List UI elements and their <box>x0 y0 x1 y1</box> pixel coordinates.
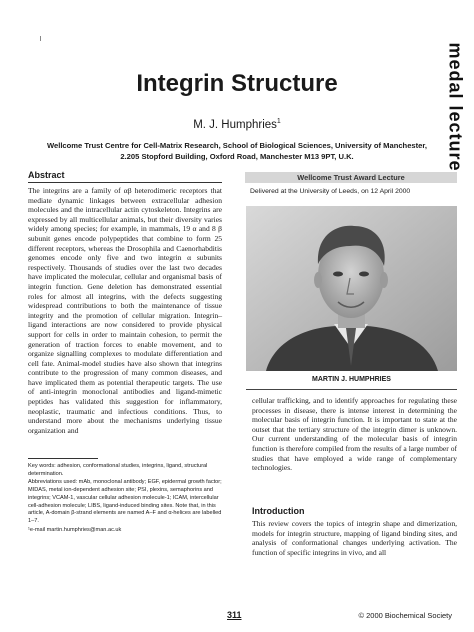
side-tab-label: medal lecture <box>445 42 466 172</box>
author-affiliation: Wellcome Trust Centre for Cell-Matrix Research, School of Biological Sciences, University of Manchester, 2.205 Stopford Building, Oxford Road, Manchester M13 9PT, U.K. <box>46 141 428 161</box>
email-note: ¹e-mail martin.humphries@man.ac.uk <box>28 526 122 533</box>
scan-speck <box>40 36 41 41</box>
introduction-heading: Introduction <box>252 506 305 516</box>
author-line <box>0 118 474 131</box>
portrait-image <box>246 206 457 371</box>
left-column <box>28 170 222 435</box>
abstract-body: The integrins are a family of αβ heterodimeric receptors that mediate dynamic linkages between extracellular adhesion molecules and the intracellular actin cytoskeleton. Integrins are expressed by all multicellular animals, but their diversity varies widely among species; for example, in mammals, 19 α and 8 β subunit genes encode polypeptides that combine to form 25 different receptors, whereas the Drosophila and Caenorhabditis genomes encode only five and two integrin α subunits respectively. Thousands of studies over the last two decades have implicated the molecular, cellular and organismal basis of integrin function. Gene deletion has demonstrated essential roles for almost all integrins, with the defects suggesting widespread contributions to both the maintenance of tissue integrity and the promotion of cellular migration. Integrin–ligand interactions are now considered to provide physical support for cells in order to maintain cohesion, to permit the generation of traction forces to enable movement, and to organize signalling complexes to modulate differentiation and cell fate. Animal-model studies have also shown that integrins contribute to the progression of many common diseases, and have implicated them as potential therapeutic targets. The use of anti-integrin monoclonal antibodies and ligand-mimetic peptides has validated this suggestion for inflammatory, neoplastic, traumatic and infectious conditions. Thus, to understand more about the mechanisms underlying tissue organization and <box>28 186 222 435</box>
keywords-note: Key words: adhesion, conformational studies, integrins, ligand, structural determination. <box>28 463 208 477</box>
award-banner: Wellcome Trust Award Lecture <box>245 172 457 183</box>
author-name: M. J. Humphries <box>193 118 277 131</box>
delivery-note: Delivered at the University of Leeds, on 12 April 2000 <box>250 188 411 195</box>
author-footnote-mark: 1 <box>276 118 281 125</box>
copyright-notice: © 2000 Biochemical Society <box>358 611 452 620</box>
footnote-rule <box>28 458 98 459</box>
section-side-tab <box>442 32 468 182</box>
footnotes <box>28 463 224 535</box>
article-title: Integrin Structure <box>136 70 338 97</box>
page-number: 311 <box>227 610 242 620</box>
caption-rule <box>246 389 457 390</box>
abbreviations-note: Abbreviations used: mAb, monoclonal antibody; EGF, epidermal growth factor; MIDAS, metal ion-dependent adhesion site; PSI, plexins, semaphorins and integrins; VCAM-1, vascular cellular adhesion molecule-1; ICAM, intercellular cell-adhesion molecule; LIBS, ligand-induced binding sites. Note that, in this article, A-domain β-strand elements are named A–F and α-helices are labelled 1–7. <box>28 479 222 524</box>
right-column-text: cellular trafficking, and to identify approaches for regulating these processes in disease, there is intense interest in determining the molecular basis of integrin function. It is important to state at the outset that the tertiary structure of the integrin dimer is unknown. Our current understanding of the molecular basis of integrin function is therefore compiled from the results of a large number of studies that have employed a wide range of complementary technologies. <box>252 396 457 473</box>
introduction-body: This review covers the topics of integrin shape and dimerization, models for integrin structure, mapping of ligand binding sites, and analysis of conformational changes underlying activation. The function of specific integrins in vivo, and all <box>252 519 457 557</box>
abstract-heading: Abstract <box>28 170 222 183</box>
author-portrait <box>246 206 457 371</box>
portrait-caption: MARTIN J. HUMPHRIES <box>312 376 391 383</box>
